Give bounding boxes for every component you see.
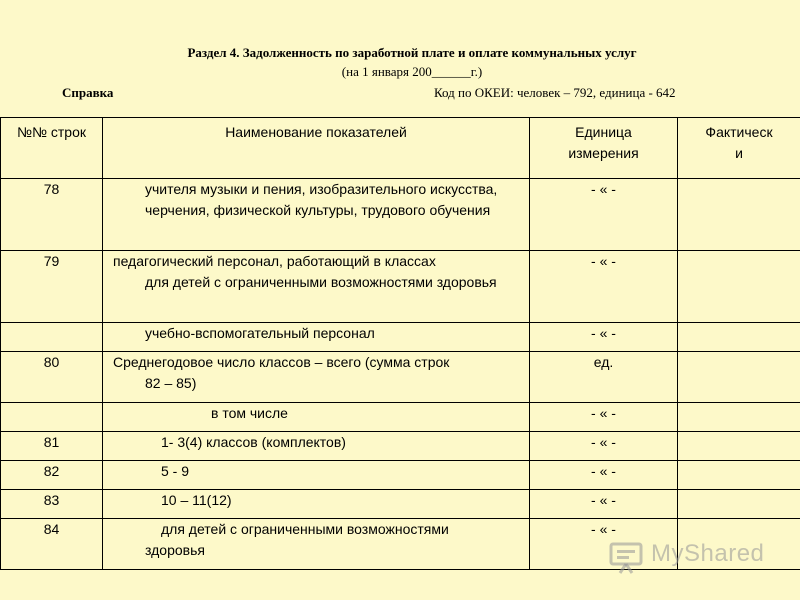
row-actual-cell[interactable] <box>678 403 800 432</box>
header-name: Наименование показателей <box>103 118 530 179</box>
table-row <box>1 352 800 403</box>
row-unit: - « - <box>530 179 678 251</box>
row-actual-cell[interactable] <box>678 432 800 461</box>
header-actual-line1: Фактическ <box>705 124 773 140</box>
row-actual-cell[interactable] <box>678 352 800 403</box>
table-header-row <box>1 118 800 179</box>
row-name-first: 1- 3(4) классов (комплектов) <box>161 434 346 450</box>
table-row <box>1 403 800 432</box>
row-number <box>1 323 103 352</box>
row-number: 80 <box>1 352 103 403</box>
row-name-first: для детей с ограниченными возможностями <box>161 521 449 537</box>
row-unit: - « - <box>530 432 678 461</box>
header-actual <box>678 118 800 179</box>
row-unit: - « - <box>530 490 678 519</box>
row-unit: - « - <box>530 251 678 323</box>
row-name-first: педагогический персонал, работающий в классах <box>113 253 436 269</box>
row-number: 82 <box>1 461 103 490</box>
table-row <box>1 461 800 490</box>
row-unit: ед. <box>530 352 678 403</box>
row-number <box>1 403 103 432</box>
table-row <box>1 251 800 323</box>
row-name-first: 10 – 11(12) <box>161 492 232 508</box>
row-name <box>103 490 530 519</box>
section-title: Раздел 4. Задолженность по заработной плате и оплате коммунальных услуг <box>187 45 637 60</box>
row-actual-cell[interactable] <box>678 490 800 519</box>
table-row <box>1 323 800 352</box>
header-unit <box>530 118 678 179</box>
row-number: 83 <box>1 490 103 519</box>
row-number: 84 <box>1 519 103 570</box>
report-date: (на 1 января 200______г.) <box>341 64 483 79</box>
table-row <box>1 432 800 461</box>
row-number: 81 <box>1 432 103 461</box>
row-unit: - « - <box>530 323 678 352</box>
table-row <box>1 490 800 519</box>
row-actual-cell[interactable] <box>678 323 800 352</box>
row-number: 78 <box>1 179 103 251</box>
reference-label: Справка <box>62 85 114 100</box>
row-name-rest: 82 – 85) <box>145 375 197 391</box>
row-name-first: учителя музыки и пения, изобразительного <box>145 181 427 197</box>
row-unit: - « - <box>530 403 678 432</box>
indicators-table <box>0 117 800 570</box>
row-unit: - « - <box>530 519 678 570</box>
row-name <box>103 251 530 323</box>
row-actual-cell[interactable] <box>678 179 800 251</box>
row-unit: - « - <box>530 461 678 490</box>
row-name <box>103 352 530 403</box>
header-unit-line2: измерения <box>568 145 639 161</box>
row-name <box>103 323 530 352</box>
watermark-text: MyShared <box>651 540 765 567</box>
row-name <box>103 179 530 251</box>
row-name-rest: для детей с ограниченными возможностями здоровья <box>145 274 497 290</box>
row-name-rest: здоровья <box>145 542 205 558</box>
row-name <box>103 519 530 570</box>
row-number: 79 <box>1 251 103 323</box>
row-name-rest: искусства, черчения, физической культуры, трудового обучения <box>145 181 498 218</box>
row-name <box>103 432 530 461</box>
row-actual-cell[interactable] <box>678 251 800 323</box>
presentation-icon <box>609 540 647 574</box>
row-actual-cell[interactable] <box>678 461 800 490</box>
row-name-first: в том числе <box>211 405 288 421</box>
header-actual-line2: и <box>735 145 743 161</box>
header-unit-line1: Единица <box>575 124 632 140</box>
row-name-first: 5 - 9 <box>161 463 190 479</box>
okei-code: Код по ОКЕИ: человек – 792, единица - 642 <box>434 85 676 100</box>
row-name <box>103 461 530 490</box>
watermark <box>609 540 767 574</box>
row-name-first: учебно-вспомогательный персонал <box>145 325 375 341</box>
header-rownum: №№ строк <box>1 118 103 179</box>
row-name-first: Среднегодовое число классов – всего (сумма строк <box>113 354 450 370</box>
row-name <box>103 403 530 432</box>
table-row <box>1 179 800 251</box>
